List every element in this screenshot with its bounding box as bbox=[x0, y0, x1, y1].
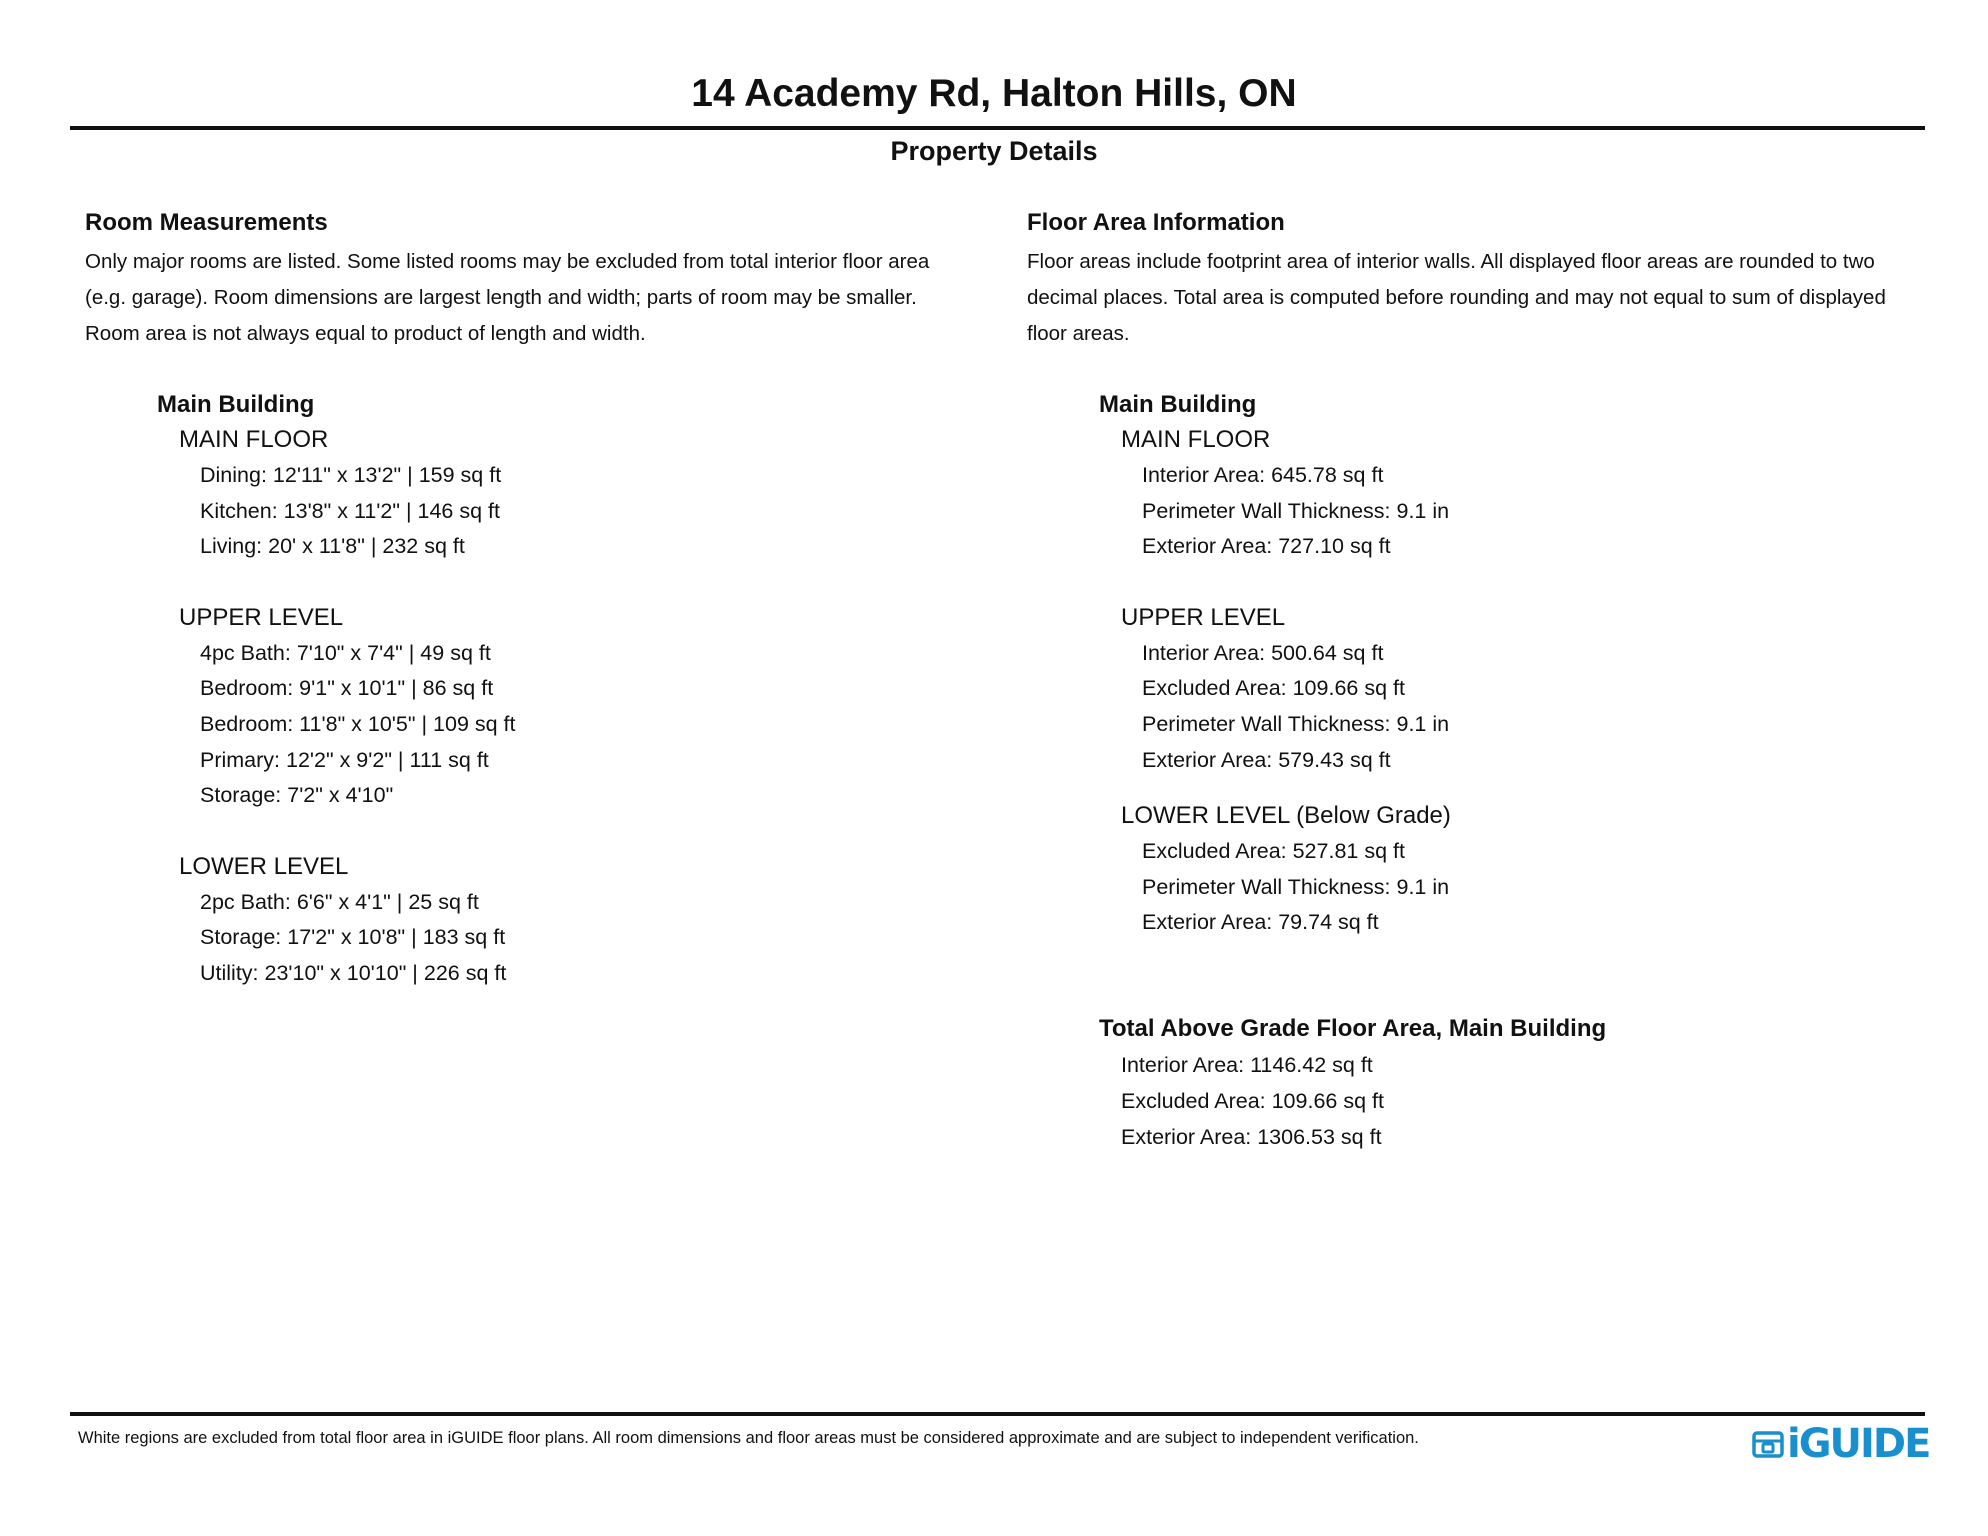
building-heading: Main Building bbox=[157, 391, 315, 418]
intro-line: floor areas. bbox=[1027, 322, 1130, 345]
page-subtitle: Property Details bbox=[890, 136, 1098, 166]
floor-heading: LOWER LEVEL (Below Grade) bbox=[1121, 802, 1451, 830]
area-group-main bbox=[1099, 422, 1947, 565]
totals-heading: Total Above Grade Floor Area, Main Building bbox=[1099, 1014, 1607, 1042]
area-item: Perimeter Wall Thickness: 9.1 in bbox=[1142, 874, 1450, 899]
room-item: Storage: 7'2" x 4'10" bbox=[200, 783, 394, 808]
area-item: Excluded Area: 527.81 sq ft bbox=[1142, 839, 1405, 864]
intro-line: decimal places. Total area is computed before rounding and may not equal to sum of displayed bbox=[1027, 286, 1886, 309]
title-rule bbox=[70, 126, 1925, 130]
building-heading: Main Building bbox=[1099, 391, 1257, 418]
floor-heading: MAIN FLOOR bbox=[179, 426, 329, 453]
area-group-lower bbox=[1099, 798, 1947, 941]
intro-line: Only major rooms are listed. Some listed rooms may be excluded from total interior floor area bbox=[85, 250, 930, 273]
area-item: Exterior Area: 79.74 sq ft bbox=[1142, 910, 1379, 935]
page-title: 14 Academy Rd, Halton Hills, ON bbox=[691, 72, 1297, 115]
room-measurements-heading: Room Measurements bbox=[85, 209, 328, 236]
area-item: Exterior Area: 727.10 sq ft bbox=[1142, 534, 1391, 559]
intro-line: (e.g. garage). Room dimensions are largest length and width; parts of room may be smaller. bbox=[85, 286, 917, 309]
floor-heading: UPPER LEVEL bbox=[1121, 603, 1286, 631]
room-item: Bedroom: 11'8" x 10'5" | 109 sq ft bbox=[200, 711, 516, 736]
floor-group-lower bbox=[157, 849, 1005, 992]
area-group-upper bbox=[1099, 600, 1947, 778]
room-item: Living: 20' x 11'8" | 232 sq ft bbox=[200, 534, 465, 559]
iguide-logo-text: iGUIDE bbox=[1787, 1421, 1930, 1467]
room-item: Primary: 12'2" x 9'2" | 111 sq ft bbox=[200, 747, 489, 772]
floor-area-intro bbox=[1027, 244, 1947, 352]
floor-area-section bbox=[1027, 206, 1947, 1155]
room-item: Dining: 12'11" x 13'2" | 159 sq ft bbox=[200, 463, 502, 487]
totals-block bbox=[1027, 1011, 1947, 1155]
area-item: Interior Area: 645.78 sq ft bbox=[1142, 463, 1384, 487]
totals-item: Interior Area: 1146.42 sq ft bbox=[1121, 1052, 1373, 1077]
area-item: Excluded Area: 109.66 sq ft bbox=[1142, 676, 1405, 701]
floor-heading: UPPER LEVEL bbox=[179, 603, 344, 631]
intro-line: Room area is not always equal to product of length and width. bbox=[85, 322, 646, 345]
totals-item: Exterior Area: 1306.53 sq ft bbox=[1121, 1124, 1382, 1149]
room-measurements-intro bbox=[85, 244, 1005, 352]
floor-area-heading: Floor Area Information bbox=[1027, 209, 1285, 236]
room-measurements-section bbox=[85, 206, 1005, 992]
floor-heading: MAIN FLOOR bbox=[1121, 426, 1271, 453]
room-item: Storage: 17'2" x 10'8" | 183 sq ft bbox=[200, 925, 506, 950]
iguide-camera-icon bbox=[1752, 1429, 1787, 1459]
iguide-logo bbox=[1752, 1422, 1929, 1466]
totals-item: Excluded Area: 109.66 sq ft bbox=[1121, 1088, 1384, 1113]
room-item: Utility: 23'10" x 10'10" | 226 sq ft bbox=[200, 960, 507, 985]
area-item: Interior Area: 500.64 sq ft bbox=[1142, 640, 1384, 665]
floor-group-upper bbox=[157, 600, 1005, 814]
room-item: 4pc Bath: 7'10" x 7'4" | 49 sq ft bbox=[200, 640, 491, 665]
room-item: Bedroom: 9'1" x 10'1" | 86 sq ft bbox=[200, 676, 494, 701]
area-item: Perimeter Wall Thickness: 9.1 in bbox=[1142, 498, 1450, 523]
area-item: Perimeter Wall Thickness: 9.1 in bbox=[1142, 711, 1450, 736]
area-building-block bbox=[1027, 388, 1947, 941]
floor-heading: LOWER LEVEL bbox=[179, 852, 349, 880]
footer-disclaimer: White regions are excluded from total floor area in iGUIDE floor plans. All room dimensions and floor areas must be considered approximate and are subject to independent verification. bbox=[78, 1429, 1419, 1447]
floor-group-main bbox=[157, 422, 1005, 565]
area-item: Exterior Area: 579.43 sq ft bbox=[1142, 747, 1391, 772]
room-building-block bbox=[85, 388, 1005, 992]
footer-rule bbox=[70, 1412, 1925, 1416]
room-item: 2pc Bath: 6'6" x 4'1" | 25 sq ft bbox=[200, 889, 479, 914]
intro-line: Floor areas include footprint area of interior walls. All displayed floor areas are rounded to two bbox=[1027, 250, 1875, 273]
room-item: Kitchen: 13'8" x 11'2" | 146 sq ft bbox=[200, 498, 500, 523]
